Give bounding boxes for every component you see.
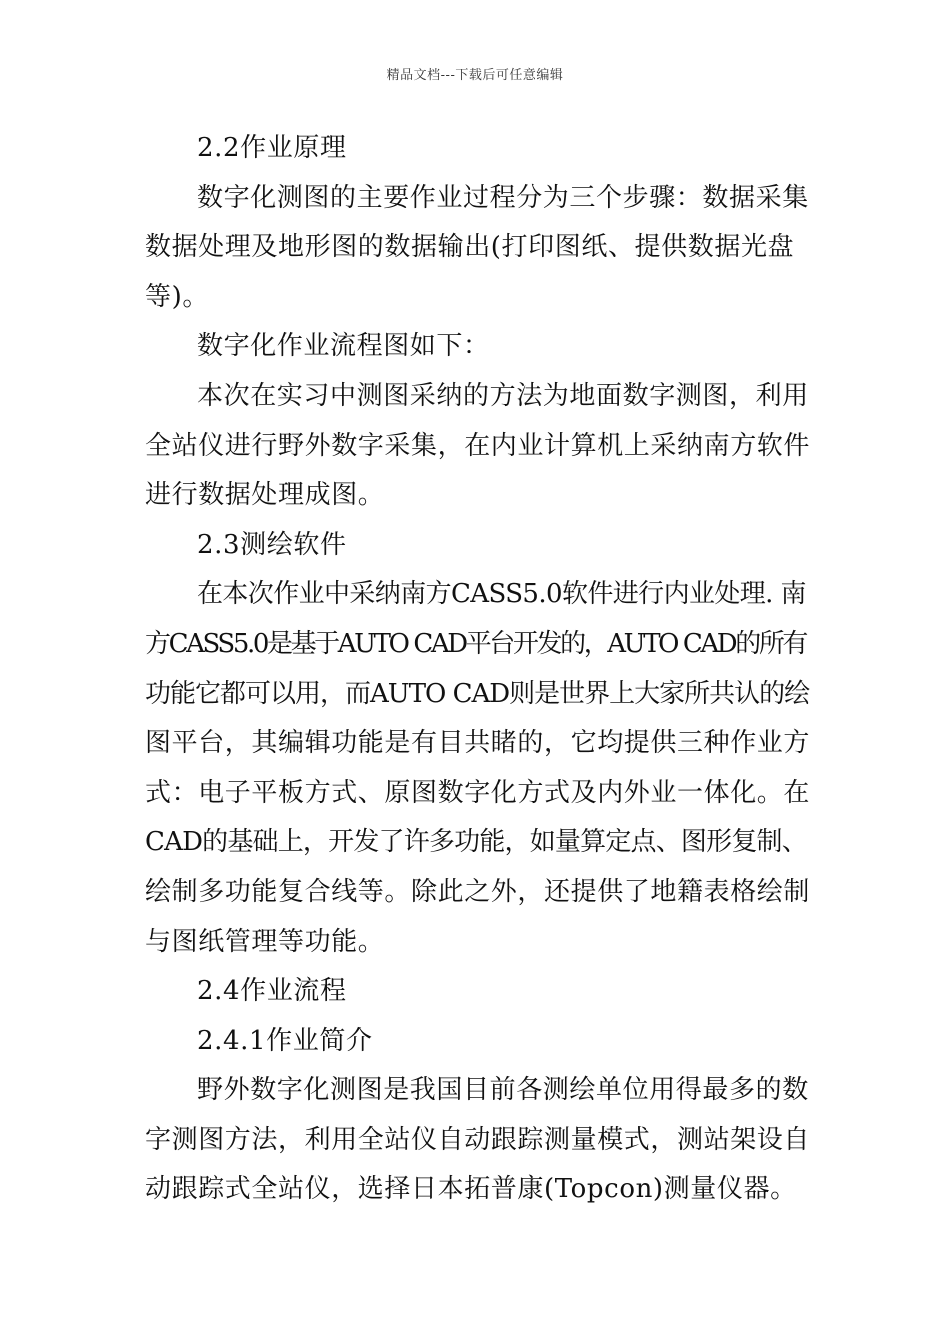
text-line: 动跟踪式全站仪，选择日本拓普康(Topcon)测量仪器。	[145, 1174, 797, 1205]
text-line: 2.3测绘软件	[197, 529, 347, 560]
page-header: 精品文档---下载后可任意编辑	[386, 68, 564, 83]
text-line: 数字化作业流程图如下：	[197, 331, 490, 362]
text-line: 图平台，其编辑功能是有目共睹的，它均提供三种作业方	[145, 728, 811, 759]
text-line: 2.4作业流程	[197, 976, 347, 1007]
text-line: 在本次作业中采纳南方CASS5.0软件进行内业处理. 南	[197, 579, 806, 610]
text-line: 进行数据处理成图。	[145, 480, 385, 511]
text-line: 数字化测图的主要作业过程分为三个步骤：数据采集	[197, 182, 809, 213]
text-line: 野外数字化测图是我国目前各测绘单位用得最多的数	[197, 1075, 809, 1106]
text-line: 绘制多功能复合线等。除此之外，还提供了地籍表格绘制	[145, 876, 811, 907]
text-line: 2.4.1作业简介	[197, 1025, 373, 1056]
text-line: 式：电子平板方式、原图数字化方式及内外业一体化。在	[145, 777, 811, 808]
text-line: 字测图方法，利用全站仪自动跟踪测量模式，测站架设自	[145, 1124, 811, 1155]
text-line: 功能它都可以用，而AUTO CAD则是世界上大家所共认的绘	[145, 678, 810, 709]
text-line: 全站仪进行野外数字采集，在内业计算机上采纳南方软件	[145, 430, 811, 461]
text-line: 数据处理及地形图的数据输出(打印图纸、提供数据光盘	[145, 232, 795, 263]
text-line: 等)。	[145, 281, 209, 312]
text-line: 本次在实习中测图采纳的方法为地面数字测图，利用	[197, 380, 809, 411]
text-line: CAD的基础上，开发了许多功能，如量算定点、图形复制、	[145, 827, 807, 858]
document-body	[145, 124, 810, 1215]
text-line: 方CASS5.0是基于AUTO CAD平台开发的，AUTO CAD的所有	[145, 628, 807, 659]
text-line: 2.2作业原理	[197, 133, 347, 163]
text-line: 与图纸管理等功能。	[145, 926, 385, 957]
